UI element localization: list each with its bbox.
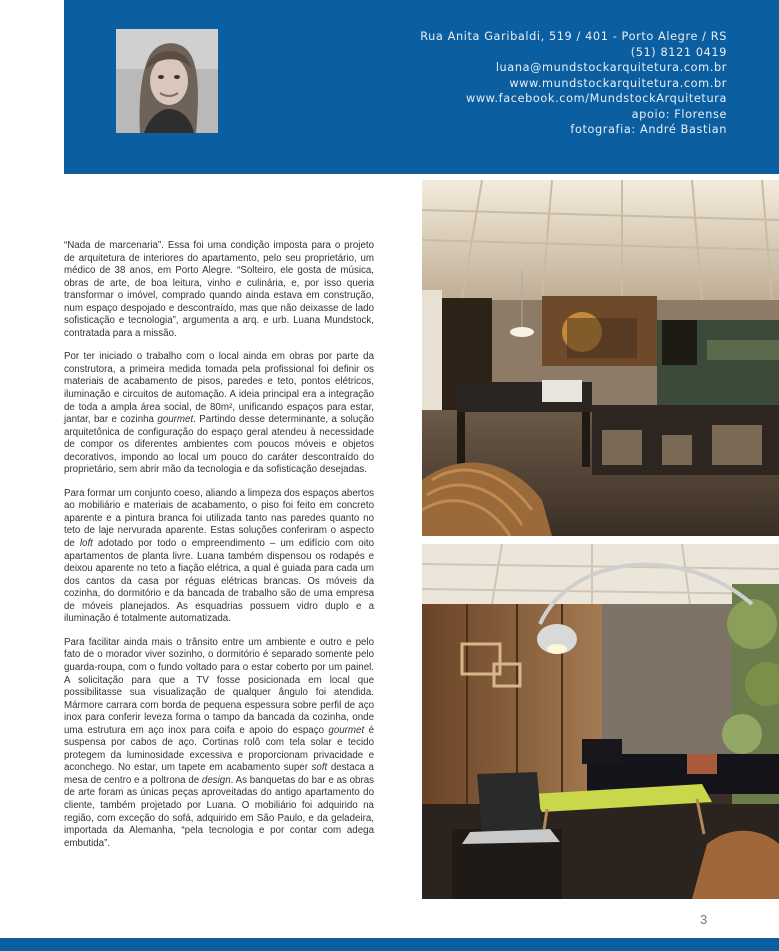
paragraph-materials — [64, 488, 374, 626]
paragraph-intro — [64, 240, 374, 340]
emphasis-term: gourmet — [157, 414, 194, 426]
facebook-link[interactable]: www.facebook.com/MundstockArquitetura — [466, 92, 727, 105]
paragraph-text: adotado por todo o empreendimento – um edifício com oito apartamentos de planta livre. Luana também dispensou os rodapés e deixou aparente no teto a fiação elétrica, a qual é guiada para cada um dos cantos da casa por réguas elétricas brancas. Os móveis da cozinha, do dormitório e da bancada de trabalho são de uma empresa de móveis planejados. As esquadrias possuem vidro duplo e a iluminação é totalmente automatizada. — [64, 538, 374, 625]
footer-band — [0, 938, 779, 951]
paragraph-text: “Nada de marcenaria”. Essa foi uma condição imposta para o projeto de arquitetura de interiores do apartamento, pelo seu proprietário, um médico de 38 anos, em Porto Alegre. “Solteiro, ele gosta de música, obras de arte, de boa leitura, vinho e culinária, e, por isso queria transformar o imóvel, comprado quando ainda estava em construção, num espaço despojado e descontraído, mas que não deixasse de lado sofisticação e tecnologia”, argumenta a arq. e urb. Luana Mundstock, contratada para a missão. — [64, 240, 374, 339]
living-kitchen-photo — [422, 180, 779, 536]
paragraph-construction — [64, 351, 374, 476]
living-room-photo — [422, 544, 779, 899]
paragraph-text: Para formar um conjunto coeso, aliando a limpeza dos espaços abertos ao mobiliário e materiais de acabamento, o piso foi feito em concreto aparente e a pintura branca foi utilizada tanto nas paredes quanto no teto de laje nervurada aparente. Estas soluções conferiram o aspecto de — [64, 487, 375, 550]
contact-block — [420, 29, 727, 138]
phone: (51) 8121 0419 — [630, 45, 727, 59]
sponsor-credit: apoio: Florense — [631, 107, 727, 121]
address: Rua Anita Garibaldi, 519 / 401 - Porto Alegre / RS — [420, 30, 727, 43]
paragraph-text: . As banquetas do bar e as obras de arte foram as únicas peças aproveitadas do antigo apartamento do cliente, também projetado por Luana. O mobiliário foi adquirido na região, com exceção do sofá, adquirido em São Paulo, e da geladeira, importada da Alemanha, “pela tecnologia e por contar com adega embutida”. — [64, 774, 374, 849]
emphasis-term: gourmet — [328, 724, 365, 736]
article-body — [64, 240, 374, 861]
email-link[interactable]: luana@mundstockarquitetura.com.br — [495, 61, 727, 74]
paragraph-text: . Partindo desse determinante, a solução arquitetônica de configuração do espaço geral atendeu à necessidade de compor os diferentes ambientes com poucos móveis e objetos decorativos, impondo ao local um pouco do caráter descontraído do proprietário, sem abrir mão da tecnologia e da sofisticação desejadas. — [64, 414, 374, 476]
page-number: 3 — [700, 912, 708, 927]
paragraph-text: é suspensa por cabos de aço. Cortinas rolô com tela solar e tecido protegem da luminosidade excessiva e proporcionam privacidade e aconchego. No estar, um tapete em acabamento super — [64, 724, 374, 774]
paragraph-text: Para facilitar ainda mais o trânsito entre um ambiente e outro e pelo fato de o morador viver sozinho, o dormitório é separado somente pelo guarda-roupa, com o fundo voltado para o estar coberto por um painel. A solicitação para que a TV fosse posicionada em local que possibilitasse sua visualização de qualquer ângulo foi atendida. Mármore carrara com borda de pequena espessura sobre perfil de aço inox para conferir leveza forma o tampo da bancada da cozinha, onde uma estrutura em aço inox para coifa e apoio do espaço — [64, 636, 374, 736]
author-portrait — [116, 29, 218, 133]
photo-credit: fotografia: André Bastian — [570, 123, 727, 136]
paragraph-text: destaca a mesa de centro e a poltrona de — [64, 762, 374, 786]
paragraph-layout — [64, 637, 374, 850]
emphasis-term: design — [201, 774, 231, 786]
website-link[interactable]: www.mundstockarquitetura.com.br — [509, 76, 727, 90]
emphasis-term: soft — [311, 762, 328, 774]
paragraph-text: Por ter iniciado o trabalho com o local ainda em obras por parte da construtora, a primeira medida tomada pela profissional foi definir os materiais de acabamento de pisos, paredes e teto, pontos elétricos, iluminação e circuitos de automação. A ideia principal era a integração de toda a ampla área social, de 80m², unificando espaços para estar, jantar, bar e cozinha — [64, 351, 374, 426]
emphasis-term: loft — [79, 538, 93, 550]
